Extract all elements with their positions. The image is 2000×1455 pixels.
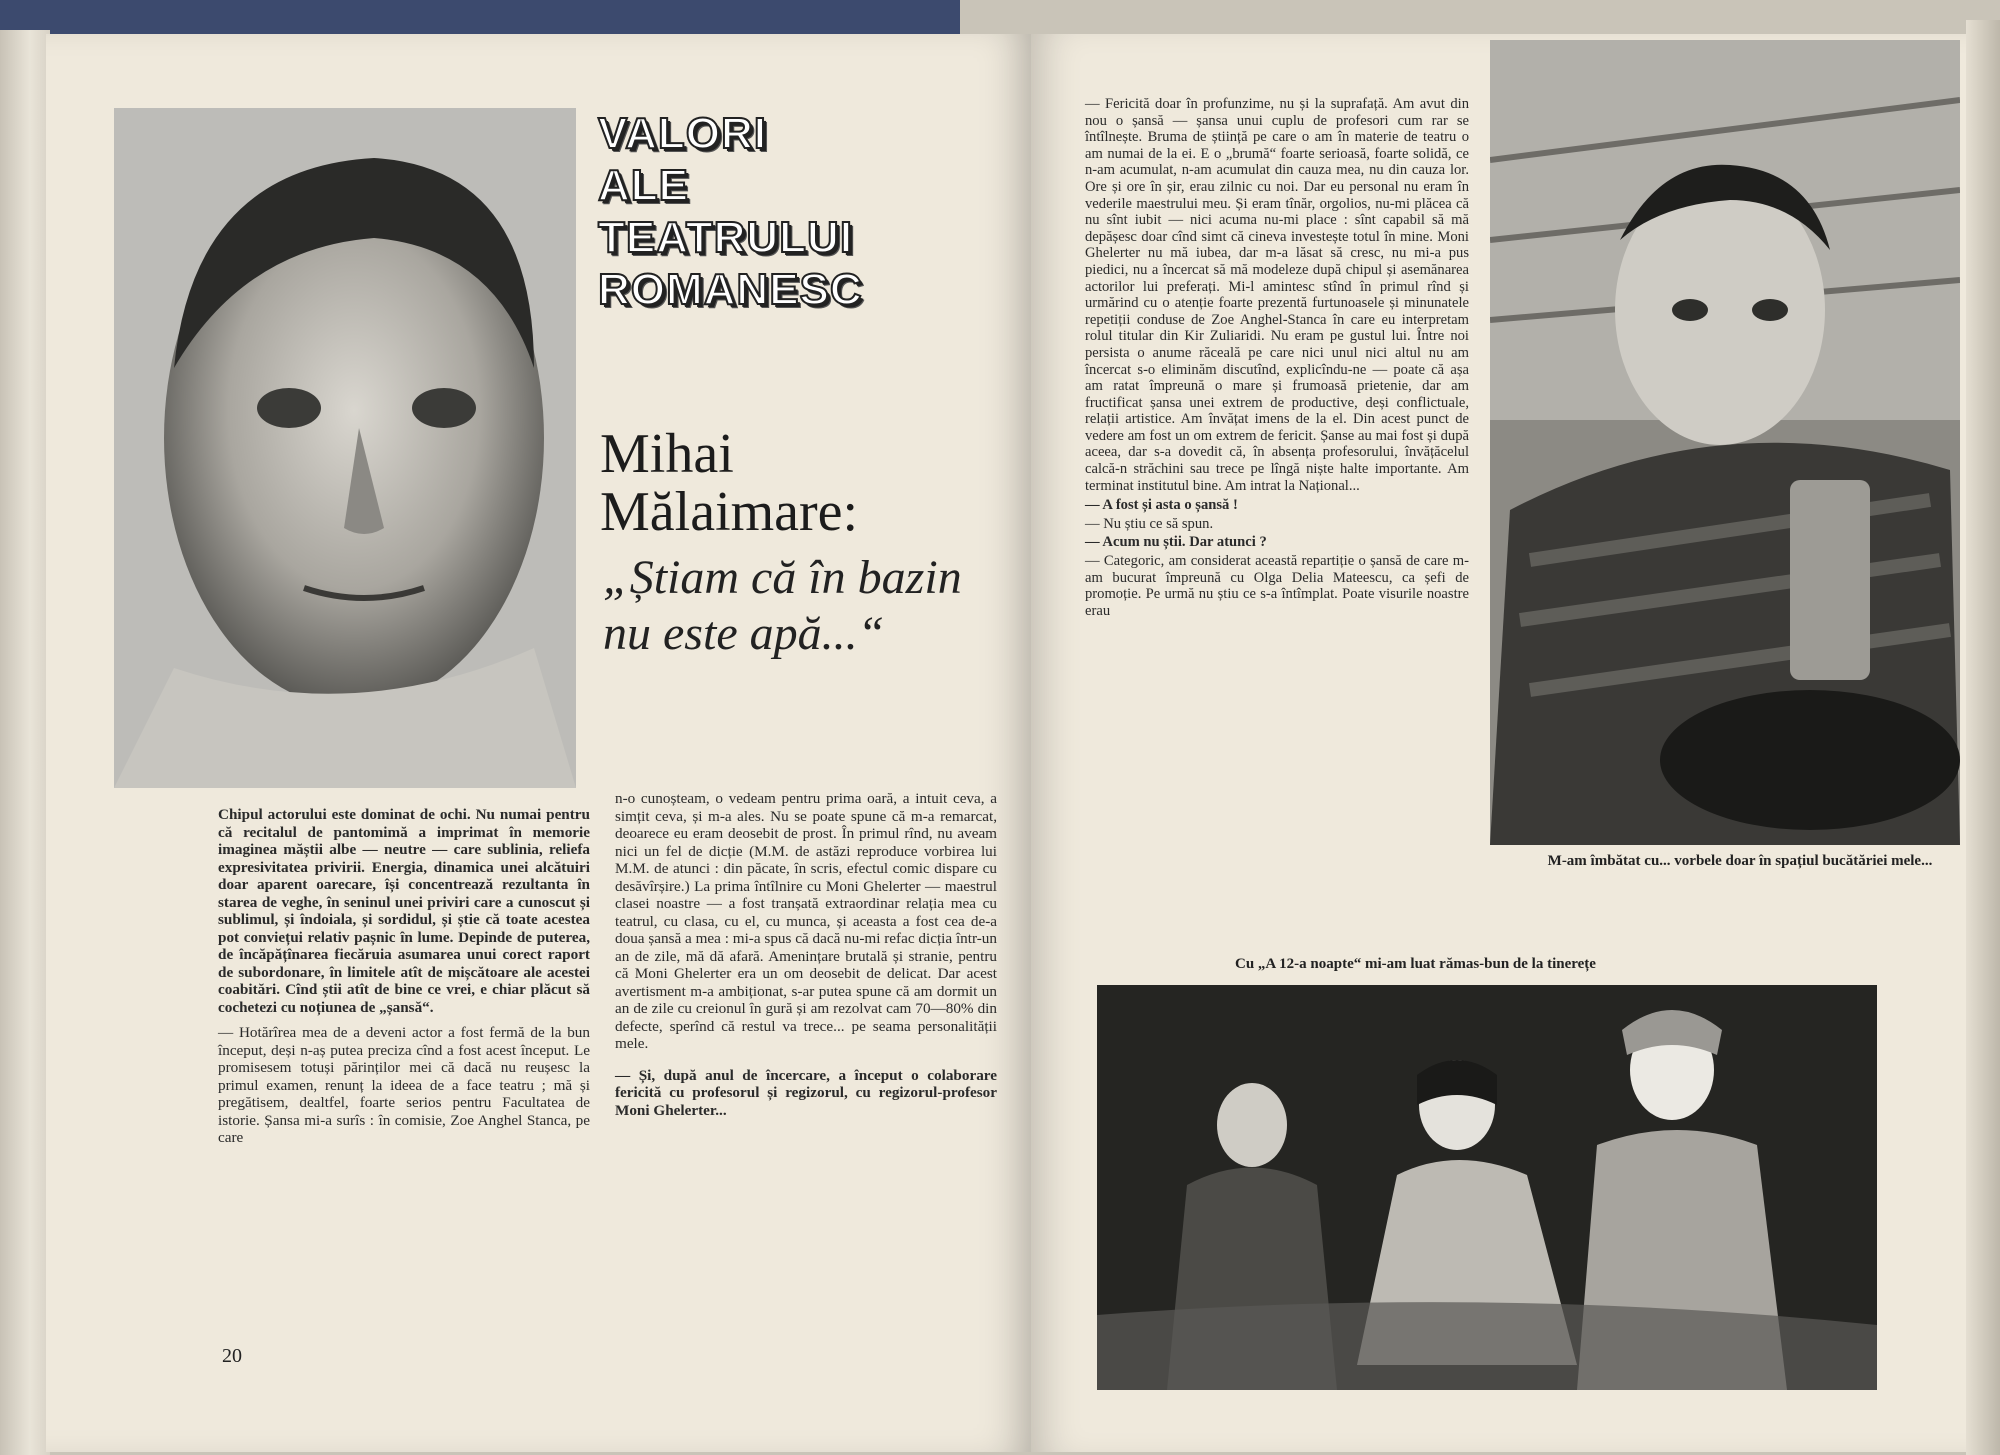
- text-column-1: [218, 806, 590, 1155]
- page-stack-right: [1966, 20, 2000, 1455]
- intro-paragraph: Chipul actorului este dominat de ochi. Nu numai pentru că recitalul de pantomimă a imprimat în memorie imaginea măștii albe — neutre — care sublinia, reliefa expresivitatea privirii. Energia, dinamica unei alcătuiri doar aparent oarecare, își concentrează rezultanta în starea de veghe, în seninul unei priviri care a cunoscut și sublimul, și îndoiala, și sordidul, și știe că toate acestea pot conviețui relativ pașnic în lume. Depinde de puterea, de încăpățînarea fiecăruia asumarea unui corect raport de subordonare, în limitele atît de mișcătoare ale acestei coabitări. Cînd știi atît de bine ce vrei, e chiar plăcut să cochetezi cu noțiunea de „șansă“.: [218, 806, 590, 1016]
- quote-line-2: nu este apă...“: [603, 607, 885, 660]
- answer-paragraph-1: — Hotărîrea mea de a deveni actor a fost fermă de la bun început, deși n-aș putea preciza cînd a fost acest început. Le promisesem totuși părinților mei că dacă nu reușesc la primul examen, renunț la ideea de a face teatru ; mă și pregătisem, dealtfel, foarte serios pentru Facultatea de istorie. Șansa mi-a surîs : în comisie, Zoe Anghel Stanca, pe care: [218, 1024, 590, 1146]
- name-line-1: Mihai: [600, 423, 734, 485]
- answer-paragraph-3: — Fericită doar în profunzime, nu și la suprafață. Am avut din nou o șansă — șansa unui cuplu de profesori cum rar se întîlnește. Bruma de știință pe care o am în materie de teatru o am numai de la ei. E o „brumă“ foarte serioasă, foarte solidă, ce n-am acumulat, n-am acumulat din cauza mea, nu din cauza lor. Ore și ore în șir, erau zilnic cu noi. Dar eu personal nu eram în vederile maestrului meu. Și eram tînăr, orgolios, nu-mi plăcea că nu sînt iubit — nici acuma nu-mi place : sînt capabil să mă depășesc doar cînd simt că cineva investește totul în mine. Moni Ghelerter nu mă iubea, dar m-a lăsat să cresc, nu mi-a pus piedici, nu a încercat să mă modeleze după chipul și asemănarea actorilor lui preferați. Mi-l amintesc stînd în primul rînd și urmărind cu o atenție foarte prezentă furtunoasele și minunatele repetiții conduse de Zoe Anghel-Stanca în care eu interpretam rolul titular din Kir Zuliaridi. Nu eram pe gustul lui. Între noi persista o anume răceală pe care nici unul nici altul nu am încercat s-o eliminăm discutînd, explicîndu-ne — poate că așa am ratat împreună o mare și frumoasă prietenie, dar am fructificat șansa unei extrem de productive, deși conflictuale, relații artistice. Am învățat imens de la el. Din acest punct de vedere am fost un om extrem de fericit. Șanse au mai fost și după aceea, dar s-a dovedit că, în absența profesorului, învățăcelul calcă-n străchini sau trece pe lîngă niște halte importante. Am terminat institutul bine. Am intrat la Național...: [1085, 96, 1469, 494]
- actor-photo-kitchen: [1490, 40, 1960, 845]
- name-line-2: Mălaimare:: [600, 481, 859, 543]
- article-name: [600, 425, 858, 541]
- series-title: [598, 108, 968, 316]
- page-stack-left: [0, 30, 50, 1455]
- text-column-2: [615, 790, 997, 1127]
- answer-paragraph-5: — Categoric, am considerat această repartiție o șansă de care m-am bucurat împreună cu Olga Delia Mateescu, ca șefi de promoție. Pe urmă nu știu ce s-a întîmplat. Poate visurile noastre erau: [1085, 553, 1469, 619]
- article-quote: [603, 550, 962, 662]
- stage-photo: [1097, 985, 1877, 1390]
- series-title-line-4: ROMANESC: [598, 265, 863, 314]
- series-title-line-1: VALORI: [598, 109, 767, 158]
- question-line-2: — A fost și asta o șansă !: [1085, 497, 1238, 514]
- question-line-3: — Acum nu știi. Dar atunci ?: [1085, 534, 1267, 551]
- quote-line-1: „Știam că în bazin: [603, 551, 962, 604]
- text-column-3: [1085, 96, 1469, 627]
- bottom-photo-caption: Cu „A 12-a noapte“ mi-am luat rămas-bun de la tinerețe: [1235, 956, 1596, 972]
- question-paragraph-1: — Și, după anul de încercare, a început o colaborare fericită cu profesorul și regizorul, cu regizorul-profesor Moni Ghelerter...: [615, 1066, 997, 1119]
- portrait-photo: [114, 108, 576, 788]
- answer-paragraph-2: n-o cunoșteam, o vedeam pentru prima oară, a intuit ceva, a simțit ceva, și m-a ales. Nu se poate spune că m-a remarcat, deoarece eu eram deosebit de prost. În primul rînd, nu aveam nici un fel de dicție (M.M. de astăzi reproduce vorbirea lui M.M. de atunci : din păcate, în scris, efectul comic dispare cu desăvîrșire.) La prima întîlnire cu Moni Ghelerter — maestrul clasei noastre — a fost tranșată extraordinar relația mea cu teatrul, cu clasa, cu el, cu munca, și aceasta a fost cea de-a doua șansă a mea : mi-a spus că dacă nu-mi refac dicția într-un an de zile, mă dă afară. Amenințare brutală și stranie, pentru că Moni Ghelerter era un om deosebit de delicat. Dar acest avertisment m-a ambiționat, s-ar putea spune că am dormit un an de zile cu creionul în gură și am rezolvat cam 70—80% din defecte, sperînd că restul va trece... pe seama personalității mele.: [615, 790, 997, 1052]
- answer-line-4: — Nu știu ce să spun.: [1085, 515, 1214, 532]
- right-photo-caption: M-am îmbătat cu... vorbele doar în spațiul bucătăriei mele...: [1547, 853, 1933, 869]
- page-number: 20: [222, 1345, 242, 1367]
- series-title-line-3: TEATRULUI: [598, 213, 854, 262]
- series-title-line-2: ALE: [598, 161, 689, 210]
